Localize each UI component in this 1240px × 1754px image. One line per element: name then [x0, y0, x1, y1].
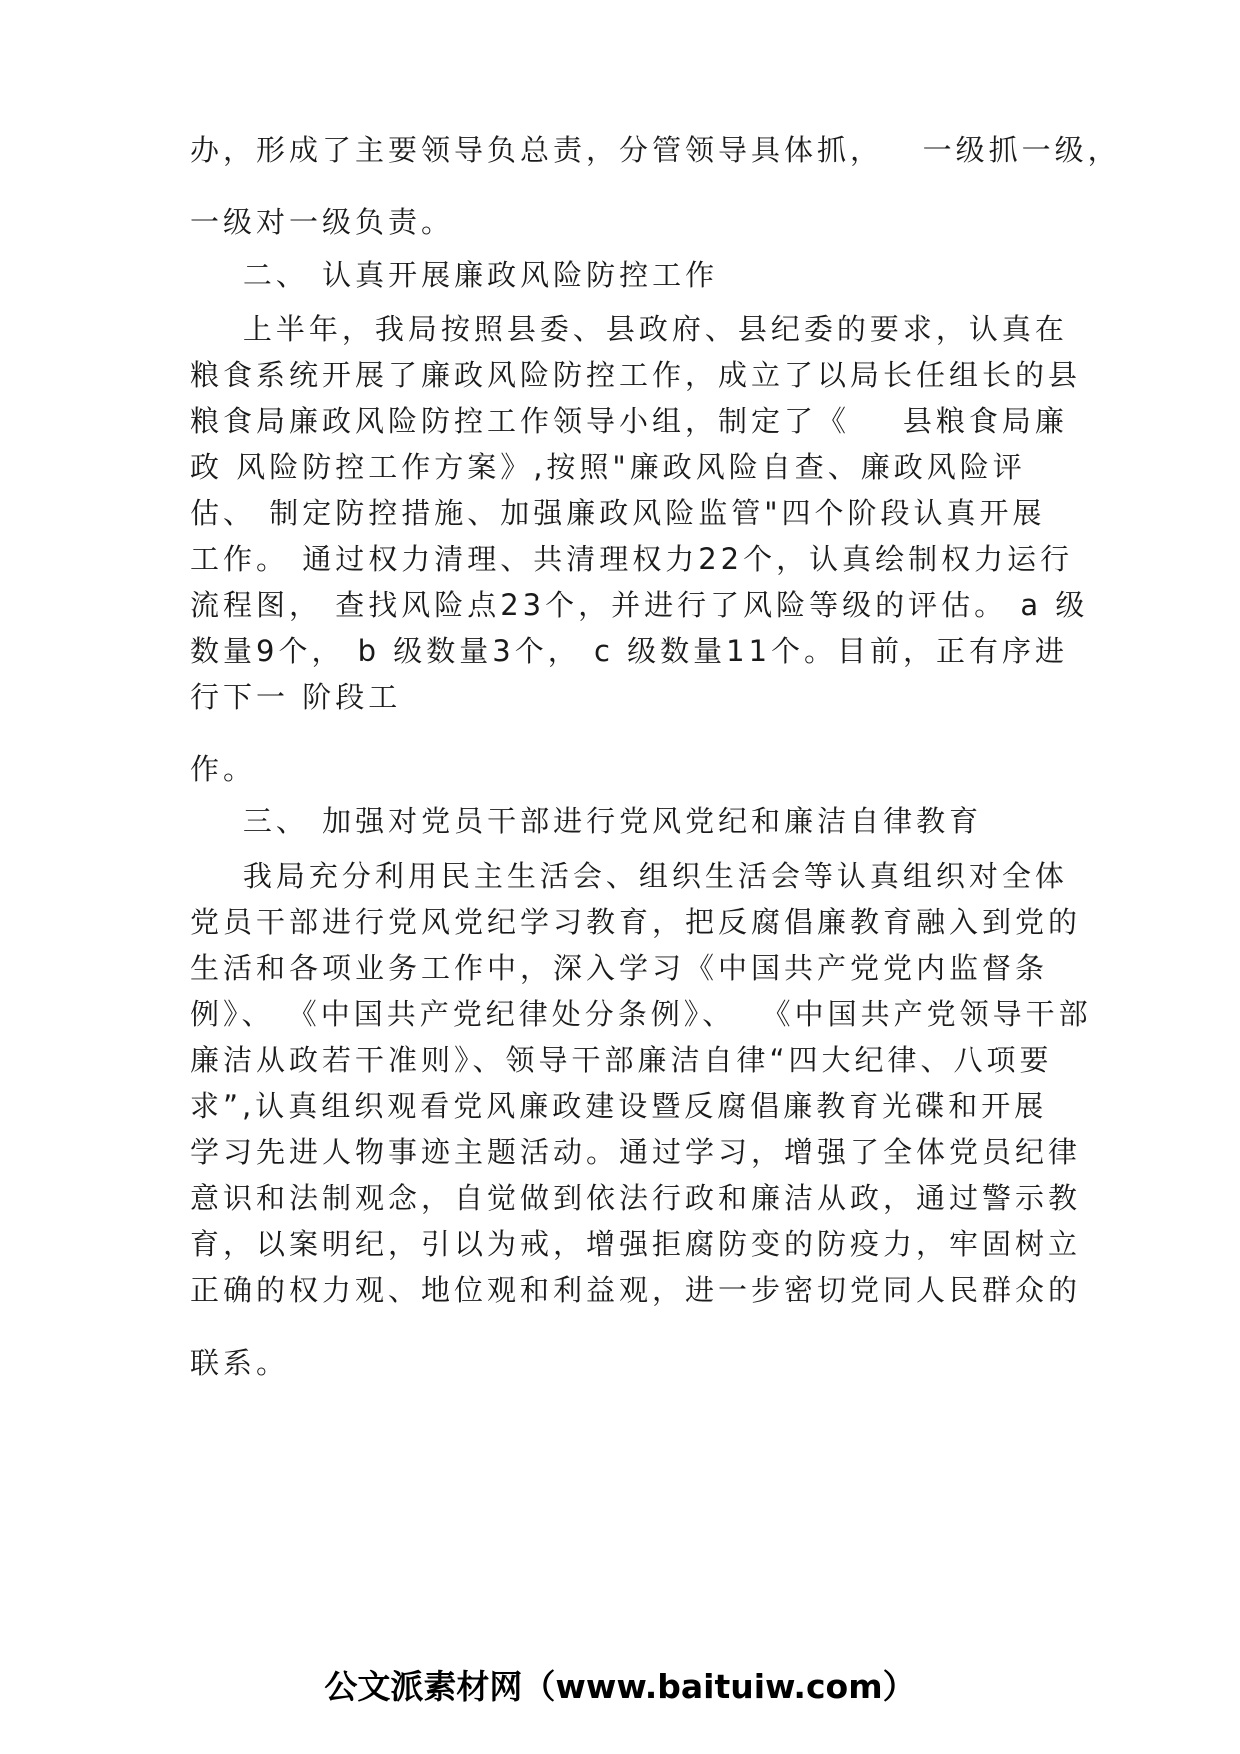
text-line: 求”,认真组织观看党风廉政建设暨反腐倡廉教育光碟和开展 — [190, 1089, 1048, 1123]
text-line: 粮食局廉政风险防控工作领导小组，制定了《 县粮食局廉 — [190, 404, 1068, 438]
text-line: 流程图， 查找风险点23个，并进行了风险等级的评估。 a 级 — [190, 588, 1089, 622]
text-line: 廉洁从政若干准则》、领导干部廉洁自律“四大纪律、八项要 — [190, 1043, 1053, 1077]
text-line: 例》、 《中国共产党纪律处分条例》、 《中国共产党领导干部 — [190, 997, 1092, 1031]
text-line: 联系。 — [190, 1346, 290, 1380]
text-line: 工作。 通过权力清理、共清理权力22个，认真绘制权力运行 — [190, 542, 1074, 576]
text-line: 政 风险防控工作方案》,按照"廉政风险自查、廉政风险评 — [190, 450, 1026, 484]
text-line: 数量9个， b 级数量3个， c 级数量11个。目前，正有序进 — [190, 634, 1069, 668]
text-line: 办，形成了主要领导负总责，分管领导具体抓， 一级抓一级， — [190, 133, 1121, 167]
text-line: 意识和法制观念，自觉做到依法行政和廉洁从政，通过警示教 — [190, 1181, 1082, 1215]
section-heading: 三、 加强对党员干部进行党风党纪和廉洁自律教育 — [190, 804, 983, 838]
text-line: 行下一 阶段工 — [190, 680, 402, 714]
text-line: 粮食系统开展了廉政风险防控工作，成立了以局长任组长的县 — [190, 358, 1082, 392]
text-line: 估、 制定防控措施、加强廉政风险监管"四个阶段认真开展 — [190, 496, 1046, 530]
text-line: 上半年，我局按照县委、县政府、县纪委的要求，认真在 — [190, 312, 1068, 346]
text-line: 正确的权力观、地位观和利益观，进一步密切党同人民群众的 — [190, 1273, 1082, 1307]
text-line: 生活和各项业务工作中，深入学习《中国共产党党内监督条 — [190, 951, 1049, 985]
footer-watermark: 公文派素材网（www.baituiw.com） — [324, 1667, 916, 1706]
text-line: 作。 — [190, 752, 257, 786]
text-line: 党员干部进行党风党纪学习教育，把反腐倡廉教育融入到党的 — [190, 905, 1082, 939]
text-line: 学习先进人物事迹主题活动。通过学习，增强了全体党员纪律 — [190, 1135, 1082, 1169]
text-line: 一级对一级负责。 — [190, 205, 455, 239]
section-heading: 二、 认真开展廉政风险防控工作 — [190, 258, 719, 292]
text-line: 我局充分利用民主生活会、组织生活会等认真组织对全体 — [190, 859, 1068, 893]
text-line: 育，以案明纪，引以为戒，增强拒腐防变的防疫力，牢固树立 — [190, 1227, 1082, 1261]
